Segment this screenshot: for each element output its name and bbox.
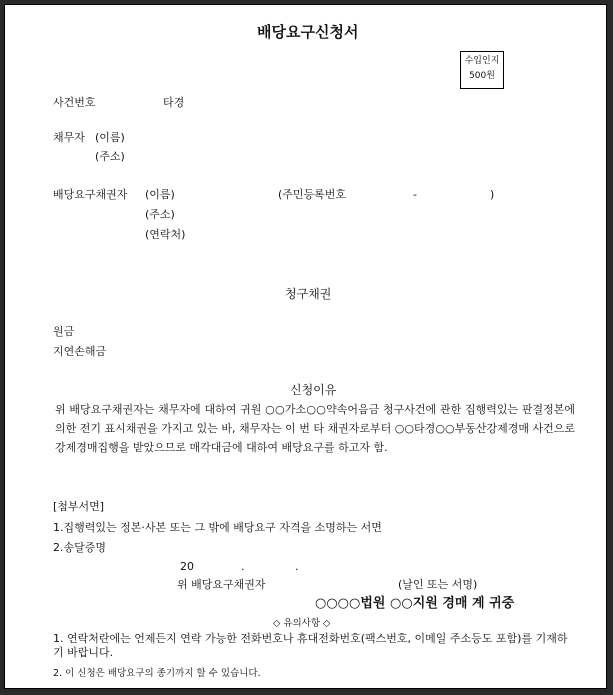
reason-heading: 신청이유: [290, 383, 337, 397]
creditor-name-field: (이름): [145, 188, 175, 201]
debtor-label: 채무자: [53, 131, 85, 144]
document-title: 배당요구신청서: [257, 23, 359, 41]
date-year: 20: [180, 560, 194, 573]
date-separator: .: [295, 560, 299, 573]
stamp-label: 수입인지: [464, 56, 500, 66]
creditor-contact-field: (연락처): [145, 228, 186, 241]
signature-label: 위 배당요구채권자: [177, 578, 266, 591]
signature-seal-field: (날인 또는 서명): [398, 578, 478, 591]
date-separator: .: [241, 560, 245, 573]
creditor-label: 배당요구채권자: [53, 188, 128, 201]
notes-heading: ◇ 유의사항 ◇: [273, 618, 331, 629]
attachments-heading: [첨부서면]: [53, 500, 105, 513]
creditor-rrn-dash: -: [413, 188, 417, 201]
case-number-value: 타경: [163, 96, 185, 109]
claim-principal: 원금: [53, 325, 75, 338]
note-item: 2. 이 신청은 배당요구의 종기까지 할 수 있습니다.: [53, 668, 261, 679]
attachment-item: 1.집행력있는 정본·사본 또는 그 밖에 배당요구 자격을 소명하는 서면: [53, 521, 382, 534]
case-number-label: 사건번호: [53, 96, 96, 109]
revenue-stamp-box: [460, 51, 504, 89]
stamp-amount: 500원: [469, 71, 495, 81]
debtor-name-field: (이름): [95, 131, 125, 144]
creditor-address-field: (주소): [145, 208, 175, 221]
claim-interest: 지연손해금: [53, 345, 107, 358]
creditor-rrn-close: ): [490, 188, 495, 201]
court-addressee: ○○○○법원 ○○지원 경매 계 귀중: [315, 596, 515, 611]
document-page: [4, 4, 607, 689]
reason-body: 위 배당요구채권자는 채무자에 대하여 귀원 ○○가소○○약속어음금 청구사건에 관한 집행력있는 판결정본에 의한 전기 표시채권을 가지고 있는 바, 채무자는 이 번 타 채권자로부터 ○○타경○○부동산강제경매 사건으로 강제경매집행을 받았으므로 매각대금에 대하여 배당요구를 하고자 함.: [55, 403, 575, 454]
note-item: 1. 연락처란에는 언제든지 연락 가능한 전화번호나 휴대전화번호(팩스번호, 이메일 주소등도 포함)를 기재하기 바랍니다.: [53, 632, 568, 659]
claim-heading: 청구채권: [285, 287, 332, 301]
attachment-item: 2.송달증명: [53, 541, 106, 554]
debtor-address-field: (주소): [95, 150, 125, 163]
creditor-rrn-field: (주민등록번호: [278, 188, 347, 201]
